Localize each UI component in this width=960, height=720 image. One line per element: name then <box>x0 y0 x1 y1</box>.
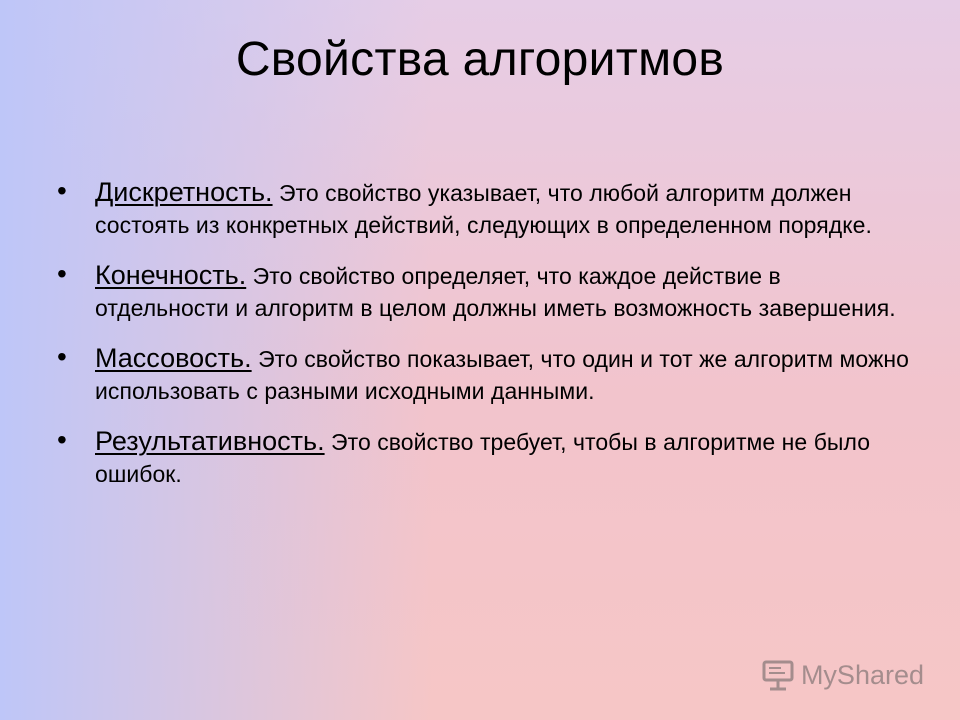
watermark-text: MyShared <box>800 659 924 690</box>
bullet-text: Это свойство показывает, что один и тот же алгоритм можно использовать с разными исходными данными. <box>95 346 910 404</box>
bullet-term: Массовость. <box>95 343 252 373</box>
slide-title: Свойства алгоритмов <box>235 33 725 86</box>
presentation-board-icon <box>761 658 795 692</box>
bullet-term: Дискретность. <box>95 177 273 207</box>
bullet-icon: • <box>57 258 67 289</box>
bullet-item-mass-character <box>55 342 915 407</box>
bullet-item-discreteness <box>55 176 915 241</box>
bullet-icon: • <box>57 341 67 372</box>
bullet-term: Результативность. <box>95 426 325 456</box>
bullet-text: Это свойство требует, чтобы в алгоритме не было ошибок. <box>95 429 871 487</box>
bullet-icon: • <box>57 175 67 206</box>
bullet-item-finiteness <box>55 259 915 324</box>
bullet-term: Конечность. <box>95 260 247 290</box>
watermark <box>761 658 924 692</box>
bullet-text: Это свойство указывает, что любой алгоритм должен состоять из конкретных действий, следующих в определенном порядке. <box>95 180 872 238</box>
bullet-icon: • <box>57 424 67 455</box>
bullet-list <box>55 176 915 508</box>
bullet-item-effectiveness <box>55 425 915 490</box>
bullet-text: Это свойство определяет, что каждое действие в отдельности и алгоритм в целом должны иметь возможность завершения. <box>95 263 896 321</box>
